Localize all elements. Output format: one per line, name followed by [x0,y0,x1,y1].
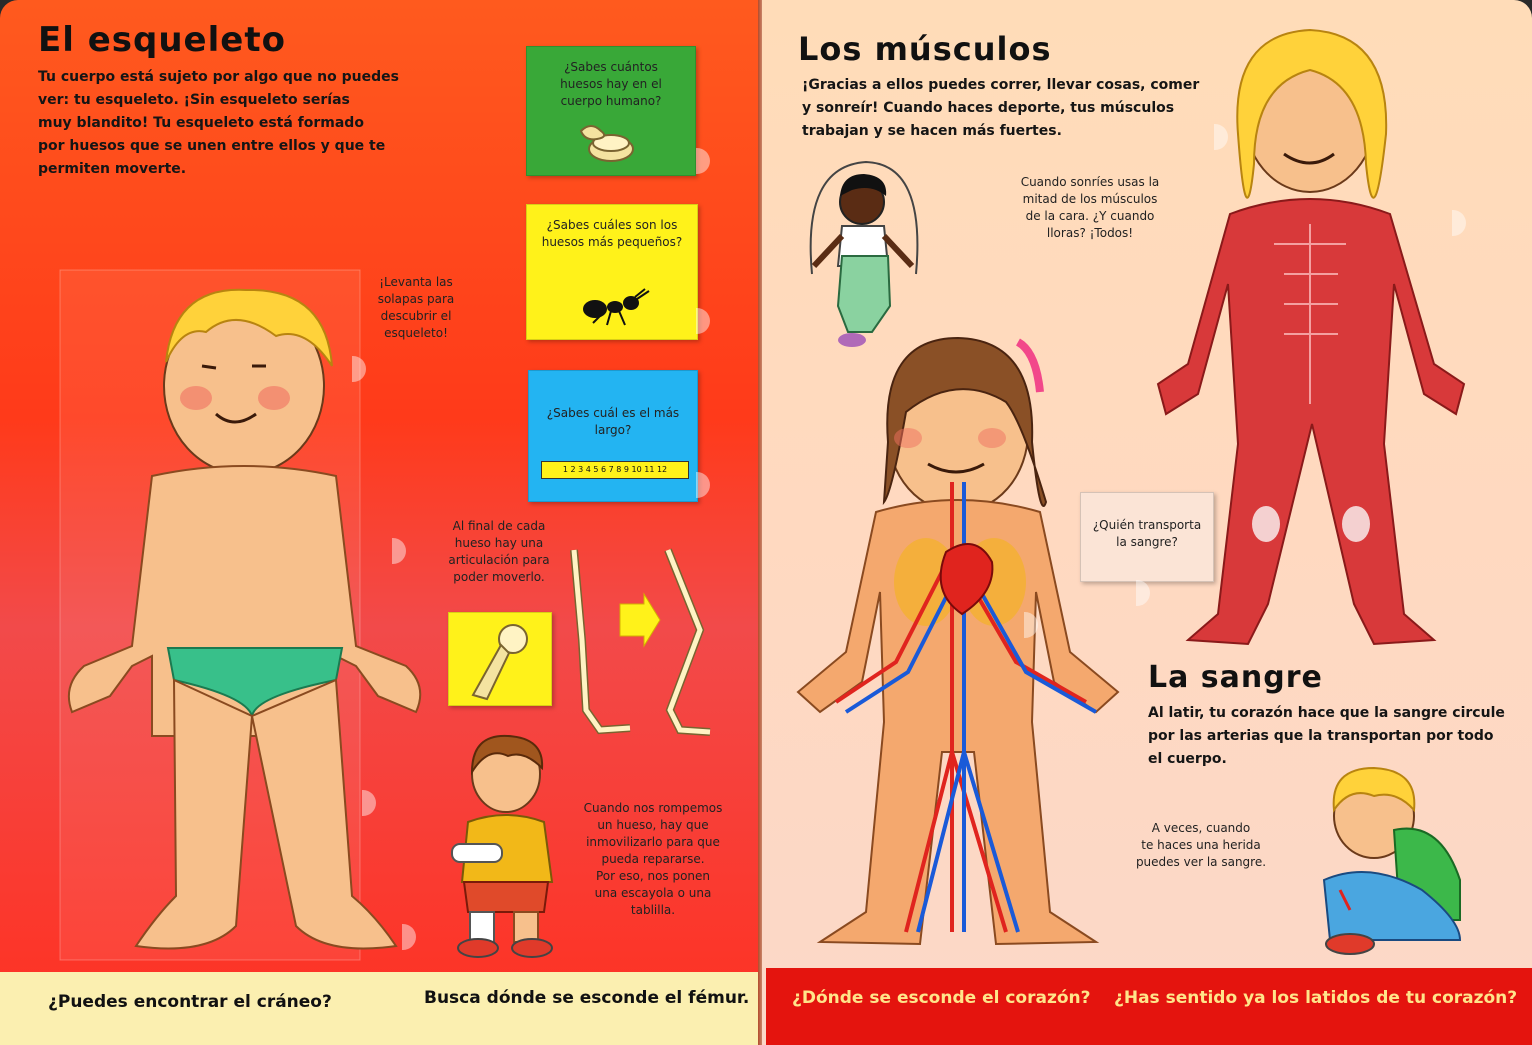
note-line: puedes ver la sangre. [1135,855,1267,869]
flap-question-line: largo? [594,423,632,437]
left-intro-line: permiten moverte. [38,161,187,177]
joint-note [440,518,558,586]
cast-note [578,800,728,919]
note-line: inmovilizarlo para que [586,835,720,849]
note-line: pueda repararse. [601,852,705,866]
note-line: te haces una herida [1141,838,1261,852]
right-intro-line: ¡Gracias a ellos puedes correr, llevar cosas, comer [802,77,1200,93]
note-line: solapas para [377,292,455,306]
flap-who-carries-blood[interactable] [1080,492,1214,582]
flap-question-line: ¿Sabes cuál es el más [546,406,680,420]
circulatory-system-figure [796,332,1136,962]
note-line: tablilla. [630,903,676,917]
note-line: de la cara. ¿Y cuando [1025,209,1155,223]
right-intro-line: y sonreír! Cuando haces deporte, tus músculos [802,100,1175,116]
femur-joint-card [448,612,552,706]
right-page-title: Los músculos [798,30,1052,68]
note-line: una escayola o una [594,886,712,900]
flap-question-line: ¿Sabes cuáles son los [546,218,678,232]
flap-question-line: la sangre? [1116,535,1178,549]
note-line: un hueso, hay que [597,818,709,832]
blood-text-line: por las arterias que la transportan por todo [1148,728,1494,744]
boy-with-cast-illustration [448,732,578,962]
left-intro-line: Tu cuerpo está sujeto por algo que no puedes [38,69,399,85]
flap-tab[interactable] [696,308,710,334]
flap-longest-bone[interactable] [528,370,698,502]
note-line: Por eso, nos ponen [595,869,711,883]
hurt-boy-illustration [1310,760,1490,960]
note-line: mitad de los músculos [1022,192,1158,206]
blood-text-line: el cuerpo. [1148,751,1227,767]
question-femur: Busca dónde se esconde el fémur. [424,988,750,1008]
flap-question-line: huesos hay en el [560,77,662,91]
flap-smallest-bones[interactable] [526,204,698,340]
flap-tab[interactable] [696,148,710,174]
note-line: esqueleto! [384,326,448,340]
girl-jumping-rope-illustration [792,156,932,352]
left-intro-line: muy blandito! Tu esqueleto está formado [38,115,364,131]
right-intro-line: trabajan y se hacen más fuertes. [802,123,1062,139]
question-heartbeat: ¿Has sentido ya los latidos de tu corazón? [1114,988,1518,1008]
note-line: Cuando nos rompemos [583,801,723,815]
blood-title: La sangre [1148,660,1323,695]
left-page-title: El esqueleto [38,20,286,60]
flap-question [1089,517,1205,551]
right-bottom-bar [766,968,1532,1045]
flap-question [535,217,689,251]
note-line: ¡Levanta las [379,275,453,289]
left-intro [38,66,408,181]
left-page [0,0,762,1045]
boy-body-flap[interactable] [56,266,436,966]
left-intro-line: por huesos que se unen entre ellos y que te [38,138,386,154]
right-page [762,0,1532,1045]
flap-question-line: huesos más pequeños? [541,235,683,249]
note-line: Al final de cada [452,519,546,533]
note-line: articulación para [448,553,550,567]
ant-icon [575,287,655,327]
note-line: A veces, cuando [1151,821,1251,835]
ruler-icon: 1 2 3 4 5 6 7 8 9 10 11 12 [541,461,689,479]
flap-bones-count[interactable] [526,46,696,176]
left-bottom-bar [0,972,758,1045]
note-line: poder moverlo. [453,570,545,584]
flap-tab[interactable] [696,472,710,498]
leg-bones-icon [560,540,720,740]
flap-question-line: cuerpo humano? [560,94,662,108]
question-skull: ¿Puedes encontrar el cráneo? [48,992,332,1012]
flap-question-line: ¿Sabes cuántos [564,60,658,74]
flap-question-line: ¿Quién transporta [1092,518,1202,532]
blood-text-line: Al latir, tu corazón hace que la sangre circule [1148,705,1505,721]
flap-question [537,405,689,439]
vertebra-bone-icon [573,117,645,167]
note-line: Cuando sonríes usas la [1020,175,1160,189]
wound-note [1128,820,1274,871]
femur-head-icon [449,613,551,705]
question-heart-location: ¿Dónde se esconde el corazón? [792,988,1091,1008]
left-intro-line: ver: tu esqueleto. ¡Sin esqueleto serías [38,92,350,108]
flap-question [535,59,687,110]
note-line: lloras? ¡Todos! [1046,226,1134,240]
note-line: descubrir el [380,309,452,323]
note-line: hueso hay una [454,536,544,550]
